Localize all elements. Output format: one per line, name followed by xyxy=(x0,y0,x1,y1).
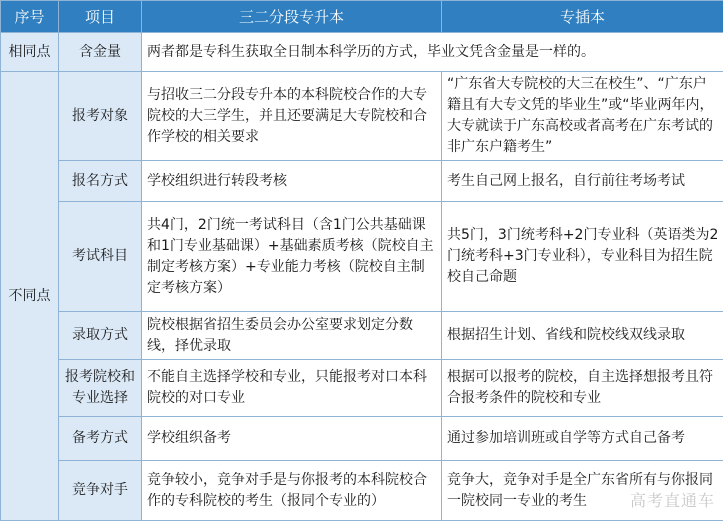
zhuanchaben-cell: 根据可以报考的院校，自主选择想报考且符合报考条件的院校和专业 xyxy=(442,360,723,417)
table-row xyxy=(1,417,723,461)
header-item: 项目 xyxy=(59,1,142,33)
zhuanchaben-cell: 通过参加培训班或自学等方式自己备考 xyxy=(442,417,723,461)
zhuanchaben-cell: 竞争大，竞争对手是全广东省所有与你报同一院校同一专业的考生 xyxy=(442,461,723,521)
row-label: 录取方式 xyxy=(59,312,142,360)
header-row xyxy=(1,1,723,33)
same-category: 相同点 xyxy=(1,33,59,72)
same-row xyxy=(1,33,723,72)
row-label: 竞争对手 xyxy=(59,461,142,521)
header-zhuanchaben: 专插本 xyxy=(442,1,723,33)
zhuanchaben-cell: 根据招生计划、省线和院校线双线录取 xyxy=(442,312,723,360)
table-row xyxy=(1,461,723,521)
header-three-two: 三二分段专升本 xyxy=(142,1,442,33)
same-text: 两者都是专科生获取全日制本科学历的方式，毕业文凭含金量是一样的。 xyxy=(142,33,723,72)
table-row xyxy=(1,312,723,360)
table-row xyxy=(1,202,723,312)
row-label: 报考对象 xyxy=(59,72,142,161)
table-row xyxy=(1,360,723,417)
row-label: 报考院校和专业选择 xyxy=(59,360,142,417)
three-two-cell: 院校根据省招生委员会办公室要求划定分数线，择优录取 xyxy=(142,312,442,360)
watermark: 高考直通车 xyxy=(629,491,715,510)
three-two-cell: 学校组织进行转段考核 xyxy=(142,161,442,202)
three-two-cell: 与招收三二分段专升本的本科院校合作的大专院校的大三学生，并且还要满足大专院校和合作学校的相关要求 xyxy=(142,72,442,161)
three-two-cell: 学校组织备考 xyxy=(142,417,442,461)
three-two-cell: 共4门，2门统一考试科目（含1门公共基础课和1门专业基础课）+基础素质考核（院校自主制定考核方案）+专业能力考核（院校自主制定考核方案） xyxy=(142,202,442,312)
zhuanchaben-cell: 考生自己网上报名，自行前往考场考试 xyxy=(442,161,723,202)
three-two-cell: 不能自主选择学校和专业，只能报考对口本科院校的对口专业 xyxy=(142,360,442,417)
row-label: 报名方式 xyxy=(59,161,142,202)
diff-category: 不同点 xyxy=(1,72,59,521)
row-label: 备考方式 xyxy=(59,417,142,461)
header-index: 序号 xyxy=(1,1,59,33)
table-row xyxy=(1,72,723,161)
row-label: 考试科目 xyxy=(59,202,142,312)
same-label: 含金量 xyxy=(59,33,142,72)
table-row xyxy=(1,161,723,202)
zhuanchaben-cell: “广东省大专院校的大三在校生”、“广东户籍且有大专文凭的毕业生”或“毕业两年内，大专就读于广东高校或者高考在广东考试的非广东户籍考生” xyxy=(442,72,723,161)
zhuanchaben-cell: 共5门，3门统考科+2门专业科（英语类为2门统考科+3门专业科），专业科目为招生院校自己命题 xyxy=(442,202,723,312)
three-two-cell: 竞争较小，竞争对手是与你报考的本科院校合作的专科院校的考生（报同个专业的） xyxy=(142,461,442,521)
